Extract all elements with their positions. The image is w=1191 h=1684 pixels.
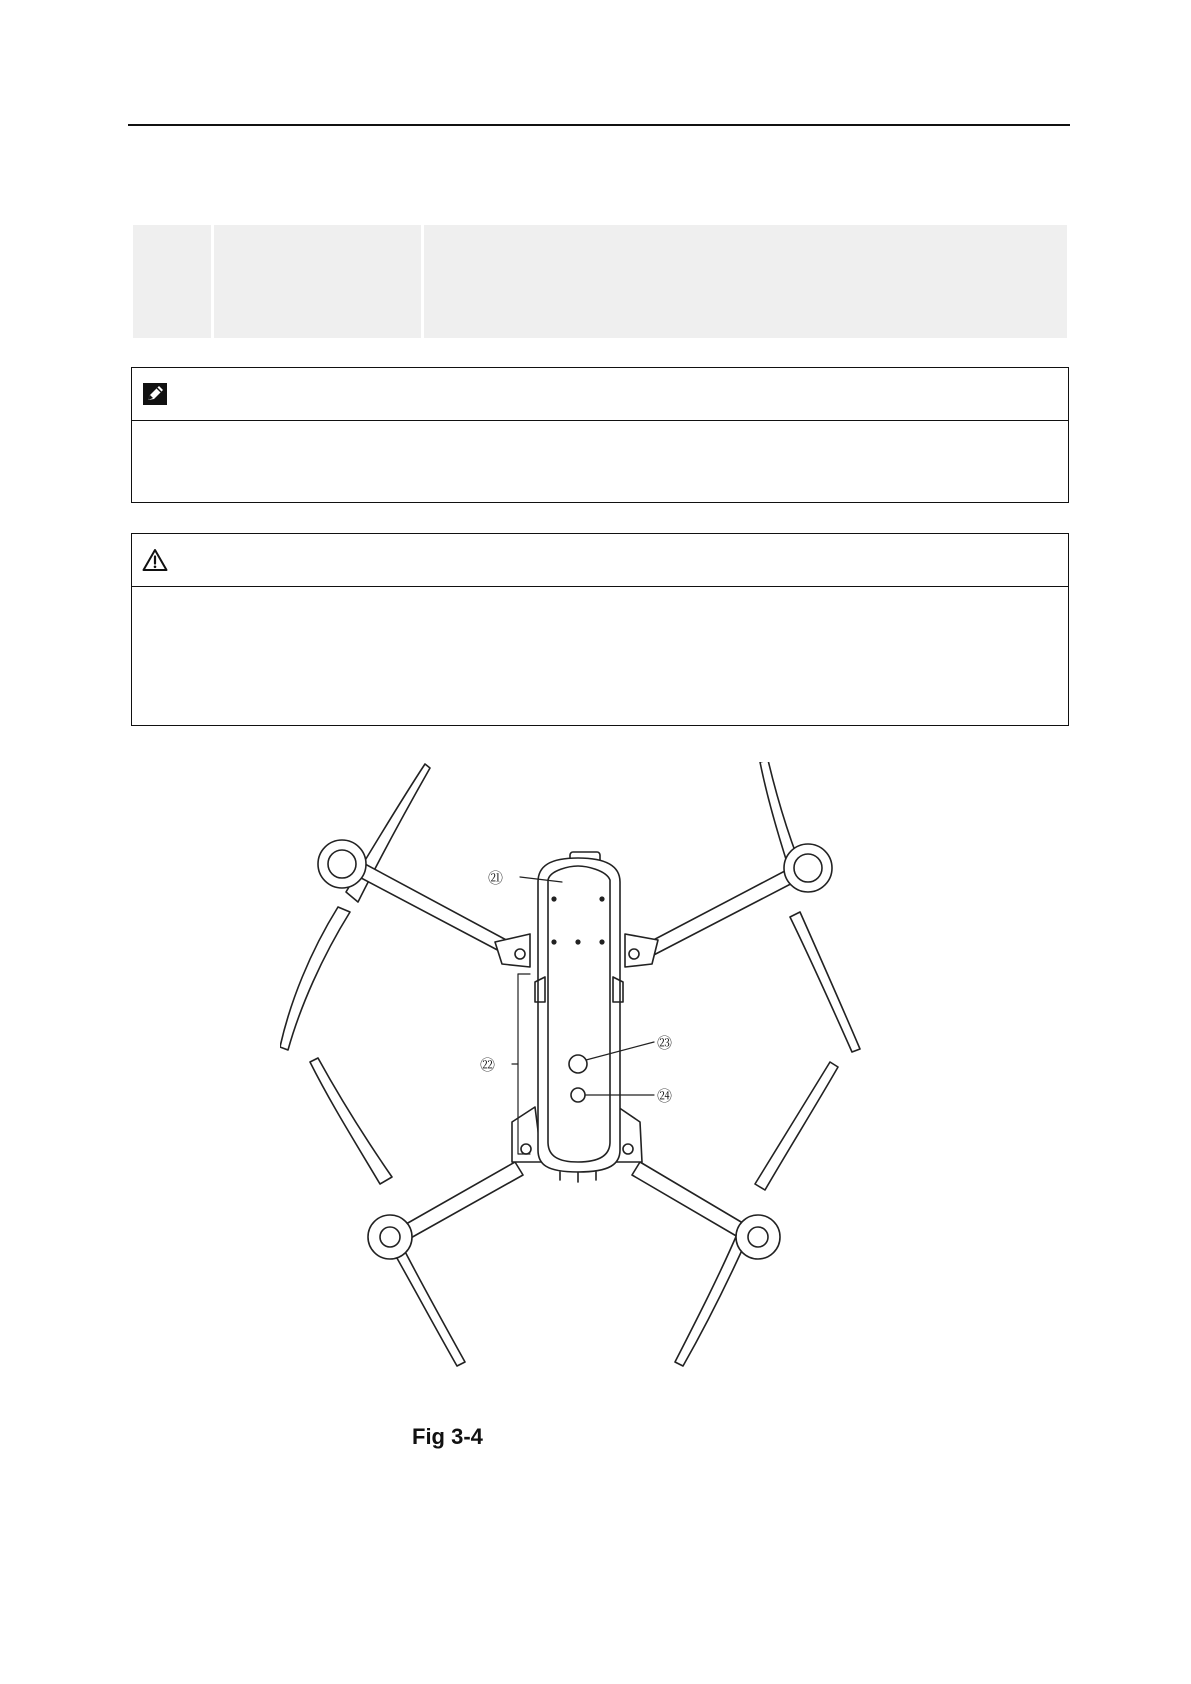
callout-24: ㉔ xyxy=(657,1087,673,1105)
bottom-sensor-23 xyxy=(569,1055,587,1073)
motor-front-right xyxy=(784,844,832,892)
callout-21: ㉑ xyxy=(488,869,504,887)
motor-rear-left xyxy=(368,1215,412,1259)
header-rule xyxy=(128,124,1070,126)
bottom-sensor-24 xyxy=(571,1088,585,1102)
propeller-front-right xyxy=(760,762,860,1052)
arm-front-right xyxy=(640,862,808,959)
arm-front-left xyxy=(346,857,510,954)
callout-22: ㉒ xyxy=(480,1056,496,1074)
warning-box xyxy=(131,533,1069,726)
spec-table xyxy=(133,225,1067,338)
propeller-front-left xyxy=(280,764,430,1050)
figure-caption: Fig 3-4 xyxy=(412,1424,483,1449)
motor-rear-right xyxy=(736,1215,780,1259)
drone-bottom-view-illustration xyxy=(280,762,940,1412)
spec-cell-name xyxy=(214,225,421,338)
pencil-note-icon xyxy=(142,382,168,406)
warning-triangle-icon xyxy=(142,548,168,572)
spec-cell-description xyxy=(424,225,1067,338)
spec-cell-number xyxy=(133,225,211,338)
motor-front-left xyxy=(318,840,366,888)
warning-text xyxy=(132,587,1068,607)
tip-box xyxy=(131,367,1069,503)
tip-text xyxy=(132,421,1068,441)
drone-body xyxy=(535,852,623,1182)
callout-23: ㉓ xyxy=(657,1034,673,1052)
